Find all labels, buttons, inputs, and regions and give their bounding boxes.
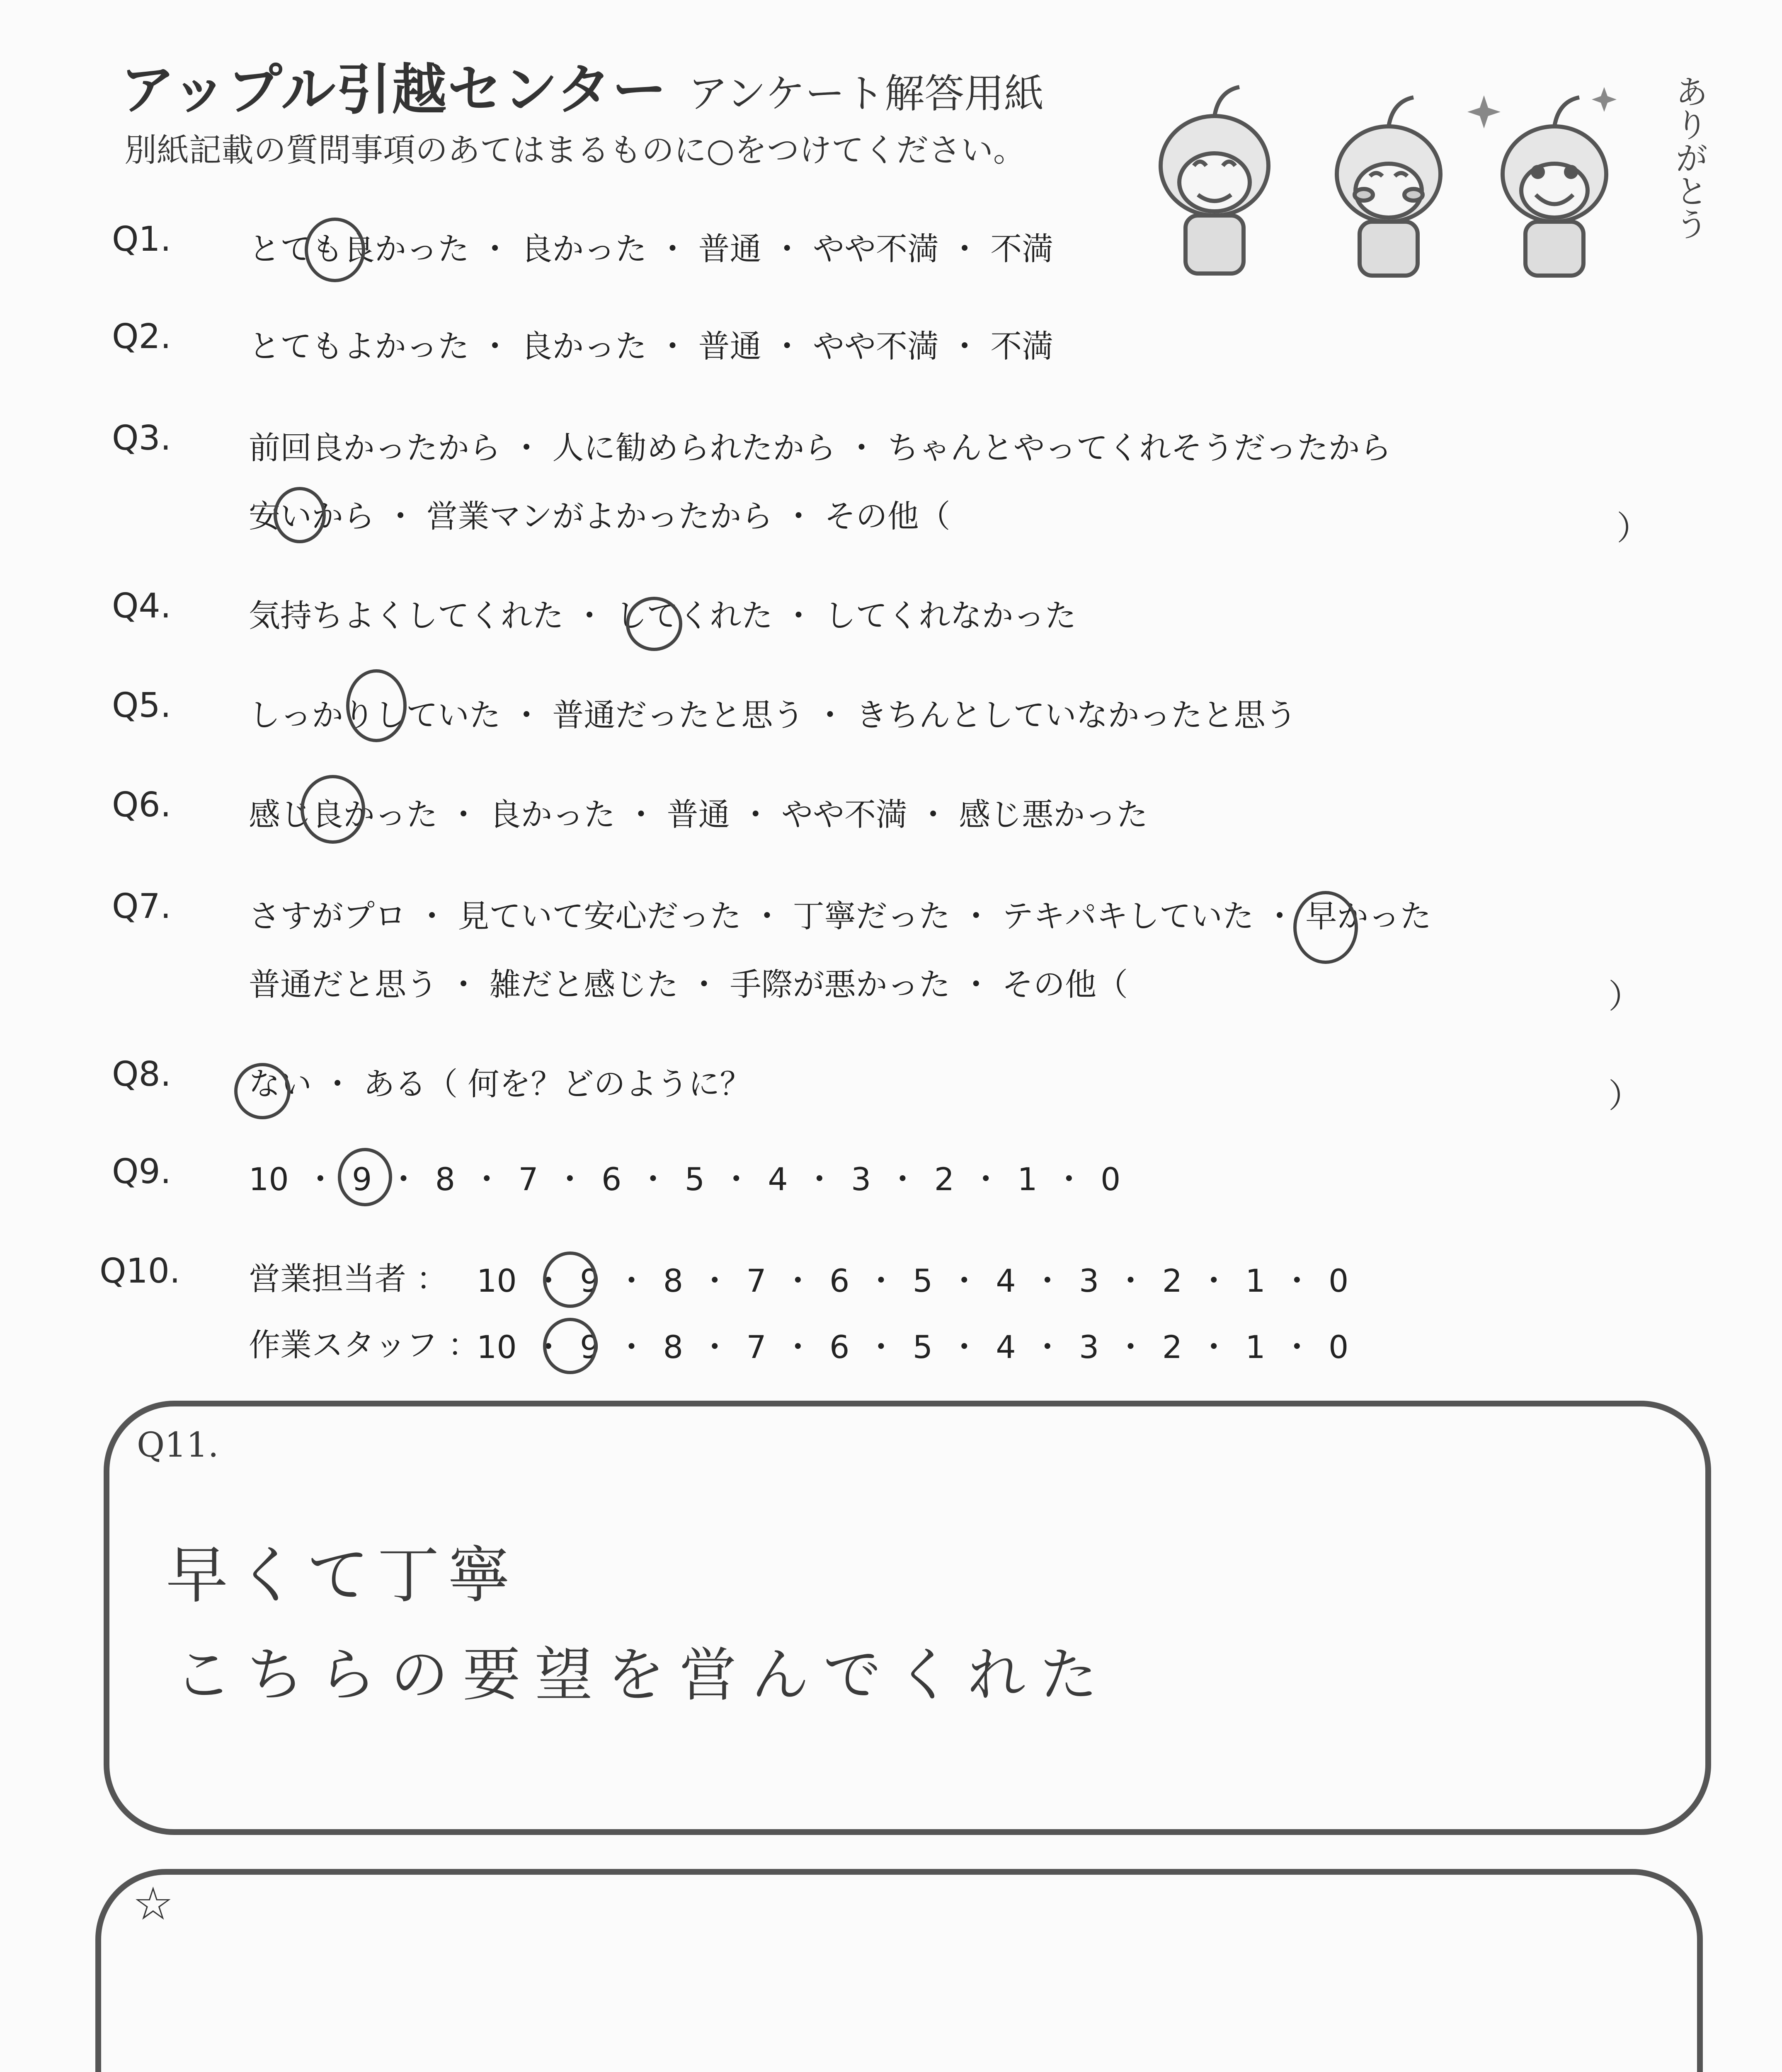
monkey-icon — [1161, 87, 1268, 274]
star-comment-box[interactable] — [95, 1869, 1703, 2072]
q7-label: Q7. — [112, 887, 171, 926]
q8-selection-circle — [234, 1063, 291, 1119]
q9-scale[interactable]: 10 ・ 9 ・ 8 ・ 7 ・ 6 ・ 5 ・ 4 ・ 3 ・ 2 ・ 1 ・ 0 — [249, 1161, 1121, 1198]
form-title: アップル引越センター — [120, 58, 668, 122]
q2-options[interactable]: とてもよかった ・ 良かった ・ 普通 ・ やや不満 ・ 不満 — [249, 328, 1054, 365]
form-subtitle: アンケート解答用紙 — [688, 70, 1044, 117]
q7-options-line1[interactable]: さすがプロ ・ 見ていて安心だった ・ 丁寧だった ・ テキパキしていた ・ 早かった — [249, 898, 1432, 934]
q10-staff-label: 作業スタッフ ： — [249, 1326, 480, 1363]
q11-comment-box[interactable] — [104, 1401, 1711, 1835]
q7-selection-circle — [1293, 891, 1358, 964]
sparkle-icon — [1467, 87, 1617, 128]
monkey-icon — [1503, 97, 1606, 276]
q3-options-line2[interactable]: 安いから ・ 営業マンがよかったから ・ その他（ — [249, 498, 950, 535]
monkey-icon — [1337, 97, 1440, 276]
q5-options[interactable]: しっかりしていた ・ 普通だったと思う ・ きちんとしていなかったと思う — [249, 697, 1297, 733]
q8-options[interactable]: ない ・ ある（ 何を？どのように？ — [249, 1065, 752, 1102]
q9-selection-circle — [338, 1148, 392, 1206]
q3-label: Q3. — [112, 419, 171, 458]
q4-label: Q4. — [112, 586, 171, 626]
q3-options-line1[interactable]: 前回良かったから ・ 人に勧められたから ・ ちゃんとやってくれそうだったから — [249, 429, 1392, 466]
q1-label: Q1. — [112, 220, 171, 259]
q11-comment-line2: こちらの要望を営んでくれた — [174, 1641, 1112, 1709]
q3-close-paren: ） — [1617, 509, 1650, 547]
q1-selection-circle — [305, 218, 365, 282]
q6-selection-circle — [301, 775, 365, 844]
q2-label: Q2. — [112, 317, 171, 356]
q6-label: Q6. — [112, 785, 171, 825]
q4-selection-circle — [626, 597, 682, 651]
q9-label: Q9. — [112, 1152, 171, 1191]
q5-selection-circle — [346, 669, 407, 742]
q7-close-paren: ） — [1608, 977, 1641, 1016]
q11-comment-line1: 早くて丁寧 — [166, 1539, 519, 1612]
q10-staff-selection-circle — [543, 1318, 597, 1374]
q10-label: Q10. — [99, 1251, 180, 1291]
q4-options[interactable]: 気持ちよくしてくれた ・ してくれた ・ してくれなかった — [249, 597, 1076, 634]
q10-staff-scale[interactable]: 10 ・ 9 ・ 8 ・ 7 ・ 6 ・ 5 ・ 4 ・ 3 ・ 2 ・ 1 ・ 0 — [477, 1329, 1349, 1365]
q5-label: Q5. — [112, 686, 171, 725]
star-icon: ☆ — [133, 1877, 174, 1930]
thank-you-text: ありがとう — [1670, 75, 1708, 240]
q3-selection-circle — [274, 487, 326, 543]
instruction-text: 別紙記載の質問事項のあてはまるものに○をつけてください。 — [124, 132, 1026, 169]
q10-sales-label: 営業担当者 ： — [249, 1260, 448, 1297]
q11-label: Q11. — [137, 1426, 219, 1465]
q8-label: Q8. — [112, 1055, 171, 1094]
q6-options[interactable]: 感じ良かった ・ 良かった ・ 普通 ・ やや不満 ・ 感じ悪かった — [249, 796, 1148, 833]
q8-close-paren: ） — [1608, 1077, 1641, 1115]
monkey-mascots-illustration — [1140, 70, 1704, 286]
q10-sales-selection-circle — [543, 1251, 597, 1308]
q7-options-line2[interactable]: 普通だと思う ・ 雑だと感じた ・ 手際が悪かった ・ その他（ — [249, 966, 1128, 1003]
q10-sales-scale[interactable]: 10 ・ 9 ・ 8 ・ 7 ・ 6 ・ 5 ・ 4 ・ 3 ・ 2 ・ 1 ・ 0 — [477, 1262, 1349, 1299]
q1-options[interactable]: とても良かった ・ 良かった ・ 普通 ・ やや不満 ・ 不満 — [249, 230, 1054, 267]
